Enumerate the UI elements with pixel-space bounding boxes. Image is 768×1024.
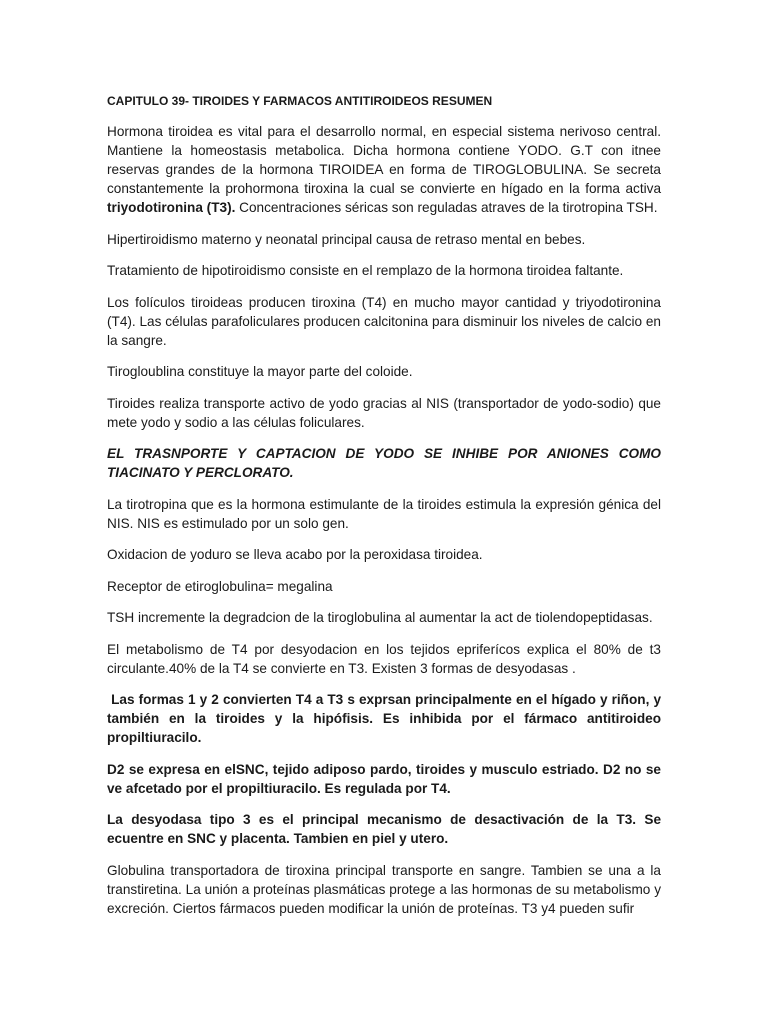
paragraph-deiodinase-3: La desyodasa tipo 3 es el principal mecanismo de desactivación de la T3. Se ecuentre en SNC y placenta. Tambien en piel y utero.	[107, 812, 661, 846]
paragraph-t4-metabolism: El metabolismo de T4 por desyodacion en los tejidos epriferícos explica el 80% de t3 circulante.40% de la T4 se convierte en T3. Existen 3 formas de desyodasas .	[107, 641, 661, 676]
paragraph-iodine-inhibition: EL TRASNPORTE Y CAPTACION DE YODO SE INHIBE POR ANIONES COMO TIACINATO Y PERCLORATO.	[107, 446, 661, 480]
paragraph-thyroid-hormone	[107, 122, 661, 217]
paragraph-follicles: Los folículos tiroideas producen tiroxina (T4) en mucho mayor cantidad y triyodotironina (T4). Las células parafoliculares producen calcitonina para disminuir los niveles de calcio en la sangre.	[107, 294, 661, 348]
paragraph-text: Hormona tiroidea es vital para el desarrollo normal, en especial sistema nerivoso central. Mantiene la homeostasis metabolica. Dicha hormona contiene YODO. G.T con itnee reservas grandes de la hormona TIROIDEA en forma de TIROGLOBULINA. Se secreta constantemente la prohormona tiroxina la cual se convierte en hígado en la forma activa	[107, 124, 661, 196]
paragraph-hyperthyroidism: Hipertiroidismo materno y neonatal principal causa de retraso mental en bebes.	[107, 231, 586, 247]
paragraph-iodine-transport: Tiroides realiza transporte activo de yodo gracias al NIS (transportador de yodo-sodio) que mete yodo y sodio a las células foliculares.	[107, 395, 661, 430]
paragraph-text: Concentraciones séricas son reguladas atraves de la tirotropina TSH.	[235, 200, 658, 215]
paragraph-thyroglobulin: Tirogloublina constituye la mayor parte del coloide.	[107, 364, 413, 379]
paragraph-d2: D2 se expresa en elSNC, tejido adiposo pardo, tiroides y musculo estriado. D2 no se ve afcetado por el propiltiuracilo. Es regulada por T4.	[107, 761, 661, 796]
paragraph-tsh-degradation: TSH incremente la degradcion de la tiroglobulina al aumentar la act de tiolendopeptidasas.	[107, 610, 653, 625]
paragraph-hypothyroidism-treatment: Tratamiento de hipotiroidismo consiste en el remplazo de la hormona tiroidea faltante.	[107, 263, 624, 278]
paragraph-megalin-receptor: Receptor de etiroglobulina= megalina	[107, 578, 333, 594]
paragraph-thyrotropin: La tirotropina que es la hormona estimulante de la tiroides estimula la expresión génica del NIS. NIS es estimulado por un solo gen.	[107, 496, 661, 531]
paragraph-deiodinase-1-2: Las formas 1 y 2 convierten T4 a T3 s exprsan principalmente en el hígado y riñon, y también en la tiroides y la hipófisis. Es inhibida por el fármaco antitiroideo propiltiuracilo.	[107, 692, 665, 745]
paragraph-binding-globulin: Globulina transportadora de tiroxina principal transporte en sangre. Tambien se una a la transtiretina. La unión a proteínas plasmáticas protege a las hormonas de su metabolismo y excreción. Ciertos fármacos pueden modificar la unión de proteínas. T3 y4 pueden sufir	[107, 862, 661, 916]
chapter-title: CAPITULO 39- TIROIDES Y FARMACOS ANTITIROIDEOS RESUMEN	[107, 94, 493, 108]
paragraph-iodide-oxidation: Oxidacion de yoduro se lleva acabo por la peroxidasa tiroidea.	[107, 547, 483, 562]
paragraph-bold-text: triyodotironina (T3).	[107, 200, 236, 215]
